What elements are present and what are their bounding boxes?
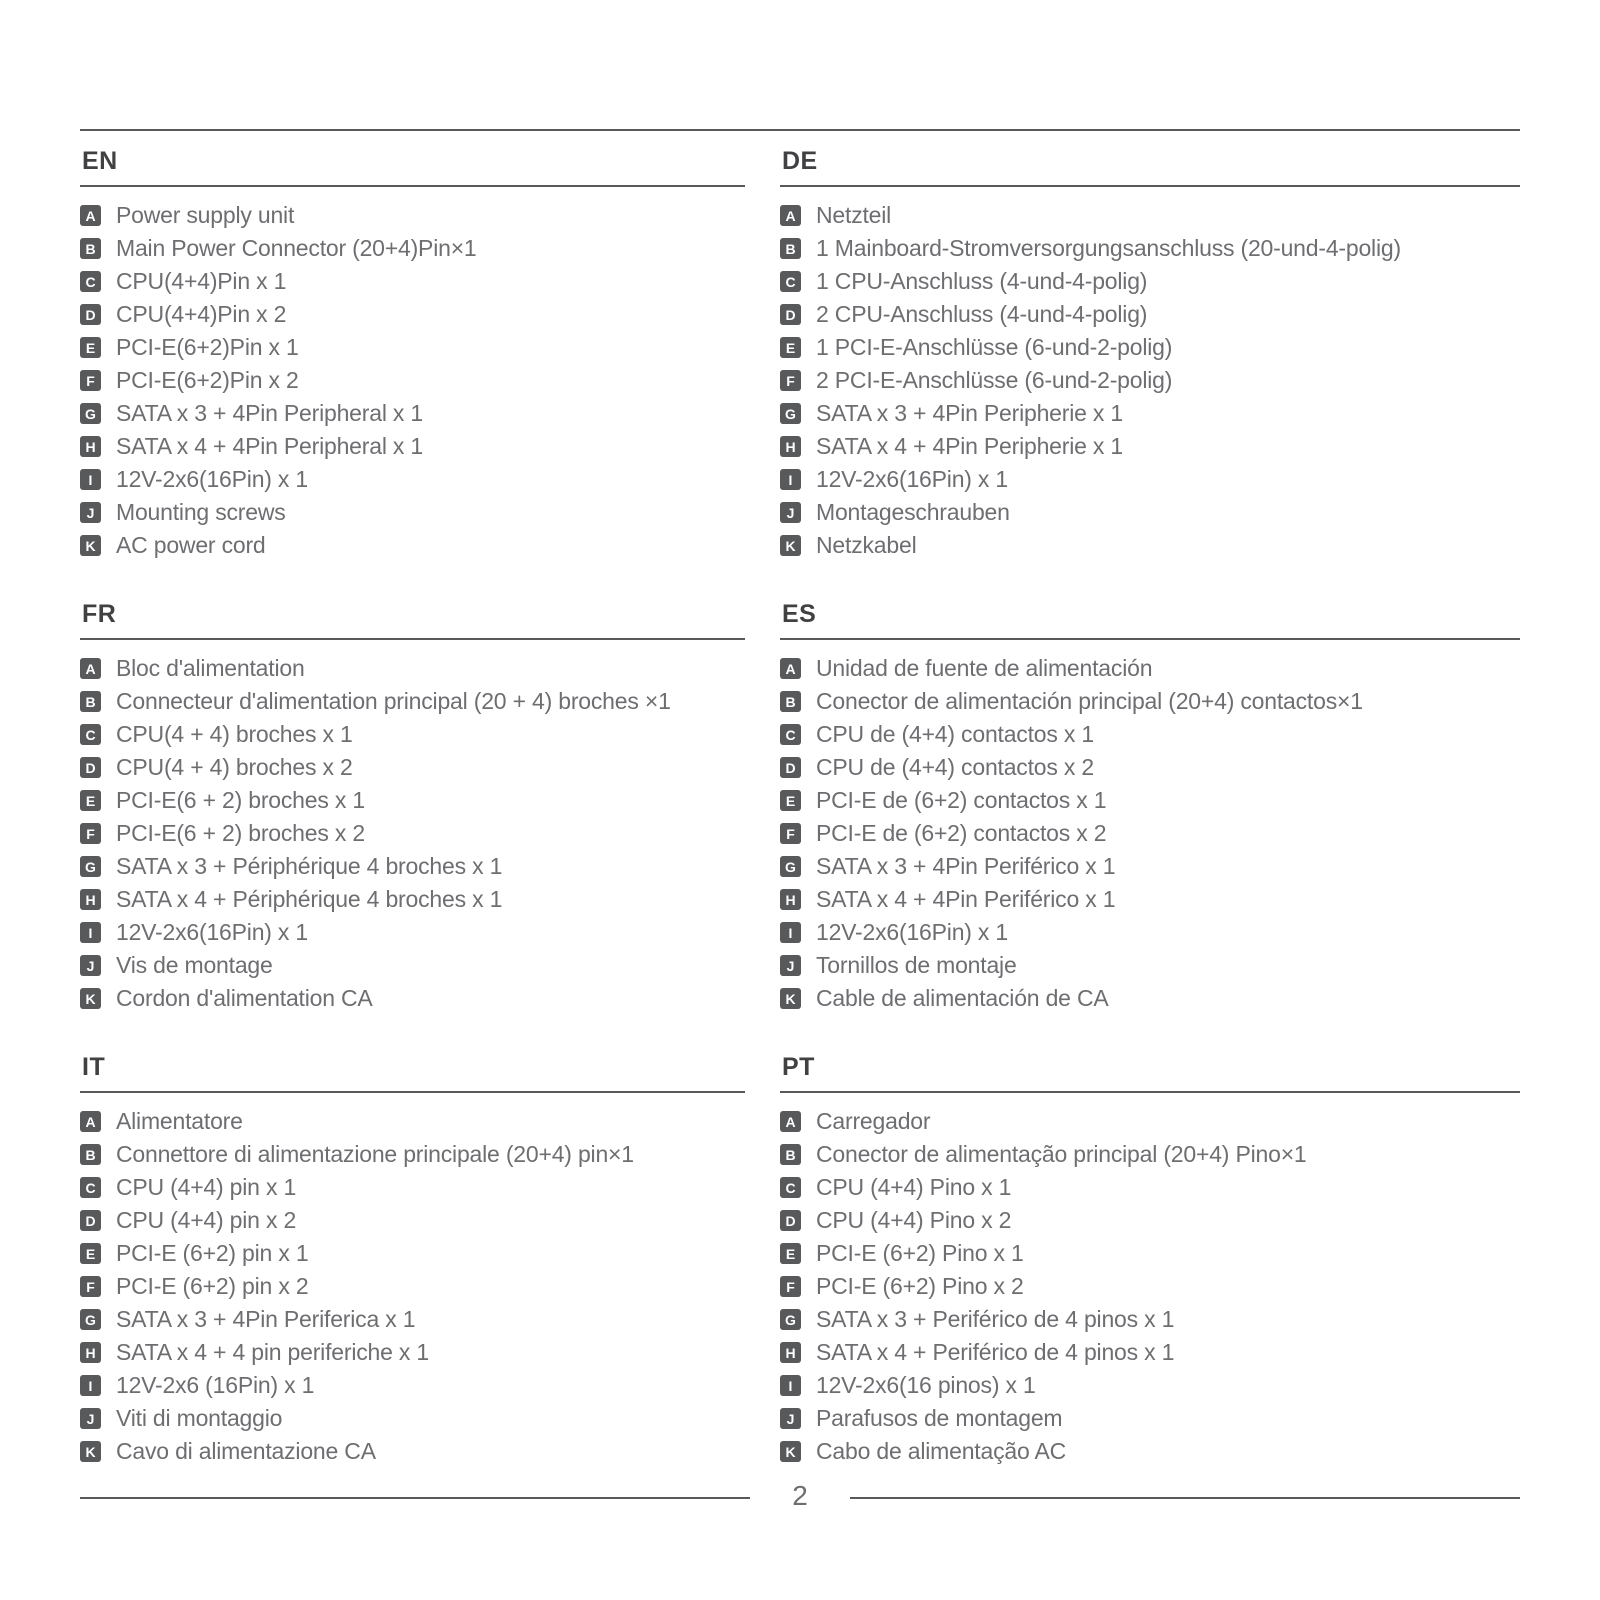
- item-label: Vis de montage: [116, 952, 273, 978]
- item-label: PCI-E (6+2) pin x 2: [116, 1273, 309, 1299]
- section-title: PT: [780, 1053, 1520, 1093]
- item-list: [780, 640, 1520, 1015]
- item-label: PCI-E(6+2)Pin x 1: [116, 334, 299, 360]
- item-key-badge: E: [780, 1243, 801, 1264]
- item-label: SATA x 3 + 4Pin Periferica x 1: [116, 1306, 416, 1332]
- item-key-badge: B: [780, 691, 801, 712]
- list-item: [780, 1171, 1520, 1204]
- item-label: Connettore di alimentazione principale (20+4) pin×1: [116, 1141, 634, 1167]
- item-key-badge: A: [80, 205, 101, 226]
- list-item: [780, 331, 1520, 364]
- list-item: [80, 652, 745, 685]
- list-item: [80, 916, 745, 949]
- footer-divider-right: [850, 1497, 1520, 1499]
- top-divider: [80, 129, 1520, 131]
- item-label: SATA x 4 + Periférico de 4 pinos x 1: [816, 1339, 1175, 1365]
- item-label: Carregador: [816, 1108, 931, 1134]
- item-key-badge: H: [780, 436, 801, 457]
- list-item: [80, 850, 745, 883]
- item-key-badge: C: [780, 724, 801, 745]
- item-label: PCI-E (6+2) Pino x 2: [816, 1273, 1024, 1299]
- item-key-badge: E: [80, 1243, 101, 1264]
- item-label: PCI-E de (6+2) contactos x 2: [816, 820, 1107, 846]
- item-label: SATA x 3 + Périphérique 4 broches x 1: [116, 853, 503, 879]
- list-item: [80, 1369, 745, 1402]
- item-label: SATA x 4 + 4Pin Periférico x 1: [816, 886, 1116, 912]
- item-key-badge: C: [780, 271, 801, 292]
- item-key-badge: I: [80, 1375, 101, 1396]
- item-list: [780, 187, 1520, 562]
- item-key-badge: A: [780, 1111, 801, 1132]
- item-list: [80, 187, 745, 562]
- list-item: [80, 364, 745, 397]
- item-key-badge: J: [80, 502, 101, 523]
- item-key-badge: E: [80, 790, 101, 811]
- item-label: Montageschrauben: [816, 499, 1010, 525]
- item-label: PCI-E (6+2) pin x 1: [116, 1240, 309, 1266]
- item-label: Main Power Connector (20+4)Pin×1: [116, 235, 477, 261]
- item-key-badge: H: [780, 1342, 801, 1363]
- item-key-badge: I: [80, 469, 101, 490]
- list-item: [780, 817, 1520, 850]
- item-key-badge: B: [80, 238, 101, 259]
- language-section: [780, 600, 1520, 1015]
- item-label: 12V-2x6(16Pin) x 1: [116, 466, 309, 492]
- item-label: PCI-E (6+2) Pino x 1: [816, 1240, 1024, 1266]
- item-label: CPU de (4+4) contactos x 2: [816, 754, 1094, 780]
- list-item: [80, 982, 745, 1015]
- list-item: [780, 1138, 1520, 1171]
- item-key-badge: C: [80, 271, 101, 292]
- item-key-badge: D: [780, 1210, 801, 1231]
- list-item: [80, 430, 745, 463]
- list-item: [780, 949, 1520, 982]
- item-label: Parafusos de montagem: [816, 1405, 1063, 1431]
- item-label: Tornillos de montaje: [816, 952, 1017, 978]
- page-number: 2: [792, 1480, 808, 1511]
- item-key-badge: J: [780, 502, 801, 523]
- item-key-badge: G: [80, 403, 101, 424]
- item-key-badge: D: [80, 304, 101, 325]
- item-key-badge: K: [80, 535, 101, 556]
- item-label: CPU(4+4)Pin x 2: [116, 301, 287, 327]
- item-label: SATA x 3 + Periférico de 4 pinos x 1: [816, 1306, 1175, 1332]
- list-item: [80, 685, 745, 718]
- language-section: [780, 147, 1520, 562]
- item-label: Netzteil: [816, 202, 892, 228]
- list-item: [80, 331, 745, 364]
- list-item: [780, 784, 1520, 817]
- list-item: [780, 529, 1520, 562]
- item-key-badge: B: [780, 238, 801, 259]
- item-key-badge: K: [80, 988, 101, 1009]
- list-item: [780, 265, 1520, 298]
- list-item: [80, 1402, 745, 1435]
- list-item: [80, 1303, 745, 1336]
- list-item: [780, 1105, 1520, 1138]
- item-key-badge: G: [780, 856, 801, 877]
- item-label: AC power cord: [116, 532, 266, 558]
- item-key-badge: A: [780, 205, 801, 226]
- item-key-badge: D: [80, 757, 101, 778]
- list-item: [80, 1105, 745, 1138]
- list-item: [780, 199, 1520, 232]
- section-title: IT: [80, 1053, 745, 1093]
- item-label: Mounting screws: [116, 499, 286, 525]
- item-label: SATA x 3 + 4Pin Periférico x 1: [816, 853, 1116, 879]
- list-item: [80, 1204, 745, 1237]
- list-item: [80, 718, 745, 751]
- item-key-badge: K: [780, 535, 801, 556]
- item-label: 2 PCI-E-Anschlüsse (6-und-2-polig): [816, 367, 1173, 393]
- item-key-badge: F: [80, 1276, 101, 1297]
- item-key-badge: F: [80, 823, 101, 844]
- list-item: [780, 1369, 1520, 1402]
- item-label: CPU (4+4) Pino x 2: [816, 1207, 1012, 1233]
- item-key-badge: G: [780, 403, 801, 424]
- list-item: [80, 784, 745, 817]
- section-title: DE: [780, 147, 1520, 187]
- list-item: [80, 232, 745, 265]
- item-key-badge: J: [80, 1408, 101, 1429]
- item-key-badge: I: [80, 922, 101, 943]
- item-key-badge: J: [80, 955, 101, 976]
- item-label: Unidad de fuente de alimentación: [816, 655, 1153, 681]
- item-key-badge: F: [780, 370, 801, 391]
- item-label: Connecteur d'alimentation principal (20 + 4) broches ×1: [116, 688, 671, 714]
- list-item: [780, 685, 1520, 718]
- item-key-badge: G: [780, 1309, 801, 1330]
- list-item: [780, 751, 1520, 784]
- list-item: [780, 1237, 1520, 1270]
- item-key-badge: H: [780, 889, 801, 910]
- item-label: Alimentatore: [116, 1108, 243, 1134]
- item-label: SATA x 4 + 4Pin Peripherie x 1: [816, 433, 1124, 459]
- section-title: FR: [80, 600, 745, 640]
- list-item: [80, 529, 745, 562]
- section-title: EN: [80, 147, 745, 187]
- item-label: Cabo de alimentação AC: [816, 1438, 1067, 1464]
- list-item: [780, 298, 1520, 331]
- list-item: [780, 652, 1520, 685]
- list-item: [80, 199, 745, 232]
- list-item: [80, 1237, 745, 1270]
- list-item: [780, 1336, 1520, 1369]
- item-label: Cable de alimentación de CA: [816, 985, 1109, 1011]
- language-section: [80, 600, 745, 1015]
- item-key-badge: I: [780, 1375, 801, 1396]
- item-key-badge: I: [780, 469, 801, 490]
- item-key-badge: I: [780, 922, 801, 943]
- item-key-badge: J: [780, 1408, 801, 1429]
- item-key-badge: K: [80, 1441, 101, 1462]
- list-item: [80, 463, 745, 496]
- list-item: [780, 1435, 1520, 1468]
- item-key-badge: A: [80, 1111, 101, 1132]
- section-title: ES: [780, 600, 1520, 640]
- item-key-badge: K: [780, 988, 801, 1009]
- list-item: [80, 949, 745, 982]
- item-key-badge: E: [780, 790, 801, 811]
- list-item: [780, 982, 1520, 1015]
- list-item: [80, 883, 745, 916]
- page-footer: [80, 1480, 1520, 1512]
- item-label: Conector de alimentação principal (20+4) Pino×1: [816, 1141, 1307, 1167]
- list-item: [80, 265, 745, 298]
- list-item: [780, 718, 1520, 751]
- item-label: SATA x 3 + 4Pin Peripherie x 1: [816, 400, 1124, 426]
- item-label: 1 PCI-E-Anschlüsse (6-und-2-polig): [816, 334, 1173, 360]
- item-label: 12V-2x6(16Pin) x 1: [816, 466, 1009, 492]
- item-label: CPU (4+4) pin x 2: [116, 1207, 297, 1233]
- item-label: SATA x 4 + 4 pin periferiche x 1: [116, 1339, 429, 1365]
- item-key-badge: H: [80, 889, 101, 910]
- item-label: SATA x 4 + 4Pin Peripheral x 1: [116, 433, 424, 459]
- item-key-badge: C: [80, 1177, 101, 1198]
- item-label: Cordon d'alimentation CA: [116, 985, 373, 1011]
- item-key-badge: F: [780, 1276, 801, 1297]
- item-key-badge: B: [780, 1144, 801, 1165]
- list-item: [780, 1303, 1520, 1336]
- list-item: [780, 232, 1520, 265]
- item-label: CPU (4+4) Pino x 1: [816, 1174, 1012, 1200]
- list-item: [780, 463, 1520, 496]
- item-label: Viti di montaggio: [116, 1405, 283, 1431]
- item-label: CPU(4 + 4) broches x 2: [116, 754, 353, 780]
- item-label: 2 CPU-Anschluss (4-und-4-polig): [816, 301, 1148, 327]
- item-label: SATA x 3 + 4Pin Peripheral x 1: [116, 400, 424, 426]
- item-label: 1 CPU-Anschluss (4-und-4-polig): [816, 268, 1148, 294]
- item-label: 12V-2x6(16Pin) x 1: [116, 919, 309, 945]
- list-item: [780, 1204, 1520, 1237]
- item-key-badge: F: [780, 823, 801, 844]
- item-label: CPU (4+4) pin x 1: [116, 1174, 297, 1200]
- list-item: [780, 430, 1520, 463]
- item-key-badge: K: [780, 1441, 801, 1462]
- item-key-badge: G: [80, 856, 101, 877]
- list-item: [80, 397, 745, 430]
- item-key-badge: C: [780, 1177, 801, 1198]
- language-section: [80, 1053, 745, 1468]
- item-key-badge: B: [80, 691, 101, 712]
- list-item: [780, 496, 1520, 529]
- item-label: PCI-E de (6+2) contactos x 1: [816, 787, 1107, 813]
- item-key-badge: E: [80, 337, 101, 358]
- item-label: Bloc d'alimentation: [116, 655, 305, 681]
- list-item: [80, 496, 745, 529]
- language-section: [80, 147, 745, 562]
- item-list: [80, 640, 745, 1015]
- list-item: [80, 1435, 745, 1468]
- item-key-badge: E: [780, 337, 801, 358]
- list-item: [780, 397, 1520, 430]
- item-label: Conector de alimentación principal (20+4) contactos×1: [816, 688, 1363, 714]
- item-key-badge: G: [80, 1309, 101, 1330]
- item-label: Cavo di alimentazione CA: [116, 1438, 376, 1464]
- item-label: PCI-E(6 + 2) broches x 1: [116, 787, 365, 813]
- list-item: [80, 1270, 745, 1303]
- item-key-badge: H: [80, 436, 101, 457]
- item-label: SATA x 4 + Périphérique 4 broches x 1: [116, 886, 503, 912]
- item-label: CPU de (4+4) contactos x 1: [816, 721, 1094, 747]
- item-label: 12V-2x6(16Pin) x 1: [816, 919, 1009, 945]
- item-label: CPU(4+4)Pin x 1: [116, 268, 287, 294]
- item-label: CPU(4 + 4) broches x 1: [116, 721, 353, 747]
- item-label: PCI-E(6+2)Pin x 2: [116, 367, 299, 393]
- list-item: [780, 364, 1520, 397]
- item-key-badge: D: [780, 757, 801, 778]
- item-list: [780, 1093, 1520, 1468]
- item-label: Netzkabel: [816, 532, 917, 558]
- language-section: [780, 1053, 1520, 1468]
- list-item: [780, 1270, 1520, 1303]
- item-key-badge: F: [80, 370, 101, 391]
- item-label: 12V-2x6(16 pinos) x 1: [816, 1372, 1036, 1398]
- list-item: [80, 1336, 745, 1369]
- item-key-badge: C: [80, 724, 101, 745]
- item-key-badge: J: [780, 955, 801, 976]
- list-item: [780, 850, 1520, 883]
- item-key-badge: D: [780, 304, 801, 325]
- item-key-badge: A: [80, 658, 101, 679]
- item-key-badge: D: [80, 1210, 101, 1231]
- list-item: [80, 751, 745, 784]
- item-label: PCI-E(6 + 2) broches x 2: [116, 820, 365, 846]
- list-item: [780, 1402, 1520, 1435]
- item-label: 12V-2x6 (16Pin) x 1: [116, 1372, 315, 1398]
- list-item: [780, 916, 1520, 949]
- language-sections-grid: [80, 147, 1520, 1468]
- item-key-badge: B: [80, 1144, 101, 1165]
- list-item: [80, 1138, 745, 1171]
- item-list: [80, 1093, 745, 1468]
- item-key-badge: A: [780, 658, 801, 679]
- list-item: [780, 883, 1520, 916]
- list-item: [80, 298, 745, 331]
- list-item: [80, 817, 745, 850]
- list-item: [80, 1171, 745, 1204]
- item-label: Power supply unit: [116, 202, 295, 228]
- item-key-badge: H: [80, 1342, 101, 1363]
- item-label: 1 Mainboard-Stromversorgungsanschluss (20-und-4-polig): [816, 235, 1401, 261]
- footer-divider-left: [80, 1497, 750, 1499]
